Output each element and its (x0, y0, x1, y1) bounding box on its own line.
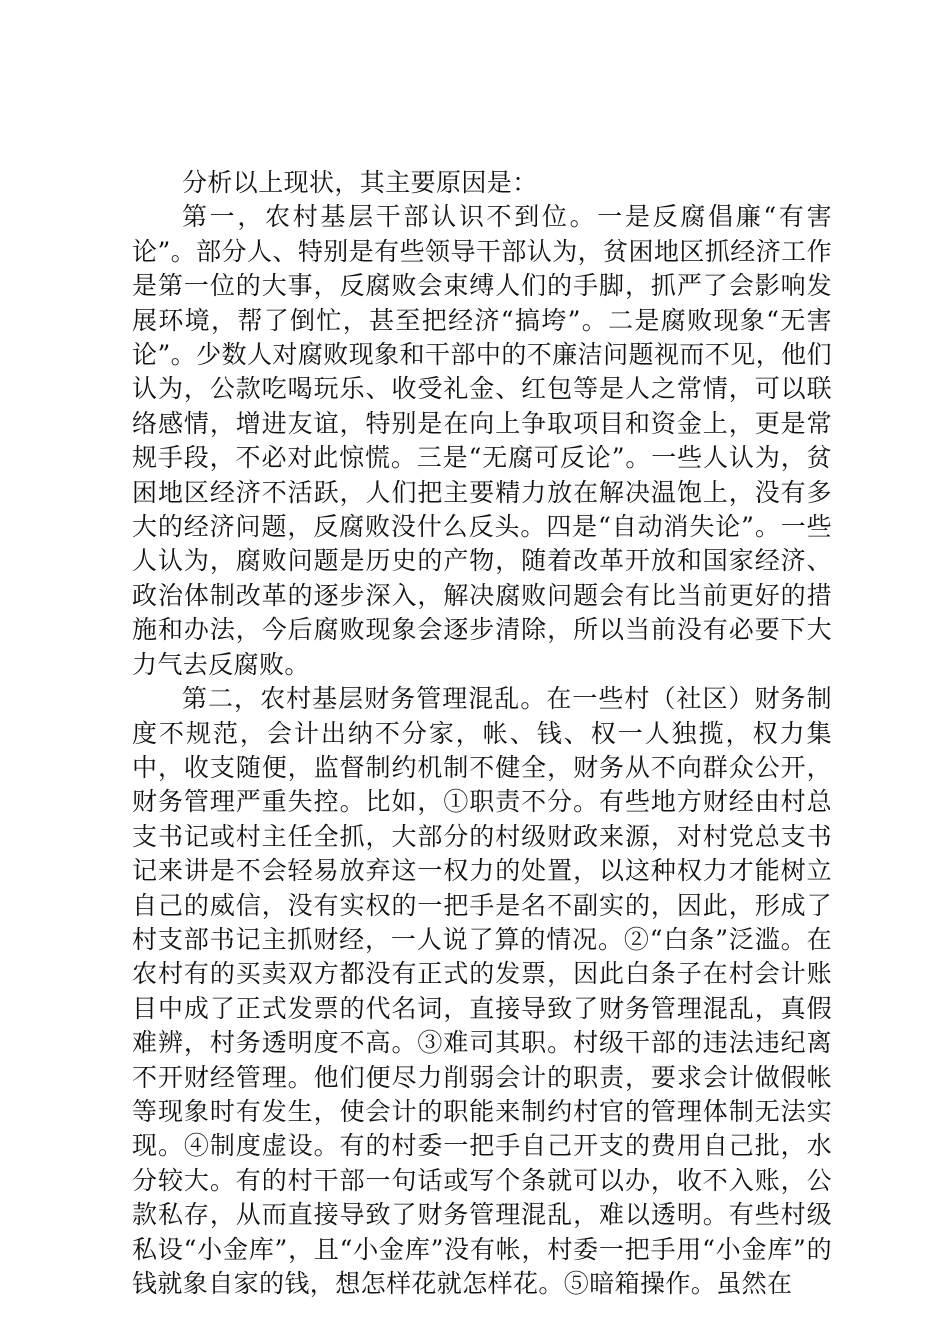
paragraph-intro: 分析以上现状，其主要原因是： (182, 168, 538, 197)
paragraph-first-reason: 第一，农村基层干部认识不到位。一是反腐倡廉“有害论”。部分人、特别是有些领导干部认为，贫困地区抓经济工作是第一位的大事，反腐败会束缚人们的手脚，抓严了会影响发展环境，帮了倒忙，甚至把经济“搞垮”。二是腐败现象“无害论”。少数人对腐败现象和干部中的不廉洁问题视而不见，他们认为，公款吃喝玩乐、收受礼金、红包等是人之常情，可以联络感情，增进友谊，特别是在向上争取项目和资金上，更是常规手段，不必对此惊慌。三是“无腐可反论”。一些人认为，贫困地区经济不活跃，人们把主要精力放在解决温饱上，没有多大的经济问题，反腐败没什么反头。四是“自动消失论”。一些人认为，腐败问题是历史的产物，随着改革开放和国家经济、政治体制改革的逐步深入，解决腐败问题会有比当前更好的措施和办法，今后腐败现象会逐步清除，所以当前没有必要下大力气去反腐败。 (132, 202, 832, 679)
document-body (132, 166, 832, 1301)
paragraph-second-reason: 第二，农村基层财务管理混乱。在一些村（社区）财务制度不规范，会计出纳不分家，帐、钱、权一人独揽，权力集中，收支随便，监督制约机制不健全，财务从不向群众公开，财务管理严重失控。比如，①职责不分。有些地方财经由村总支书记或村主任全抓，大部分的村级财政来源，对村党总支书记来讲是不会轻易放弃这一权力的处置，以这种权力才能树立自己的威信，没有实权的一把手是名不副实的，因此，形成了村支部书记主抓财经，一人说了算的情况。②“白条”泛滥。在农村有的买卖双方都没有正式的发票，因此白条子在村会计账目中成了正式发票的代名词，直接导致了财务管理混乱，真假难辨，村务透明度不高。③难司其职。村级干部的违法违纪离不开财经管理。他们便尽力削弱会计的职责，要求会计做假帐等现象时有发生，使会计的职能来制约村官的管理体制无法实现。④制度虚设。有的村委一把手自己开支的费用自己批，水分较大。有的村干部一句话或写个条就可以办，收不入账，公款私存，从而直接导致了财务管理混乱，难以透明。有些村级私设“小金库”，且“小金库”没有帐，村委一把手用“小金库”的钱就象自家的钱，想怎样花就怎样花。⑤暗箱操作。虽然在 (132, 684, 832, 1298)
